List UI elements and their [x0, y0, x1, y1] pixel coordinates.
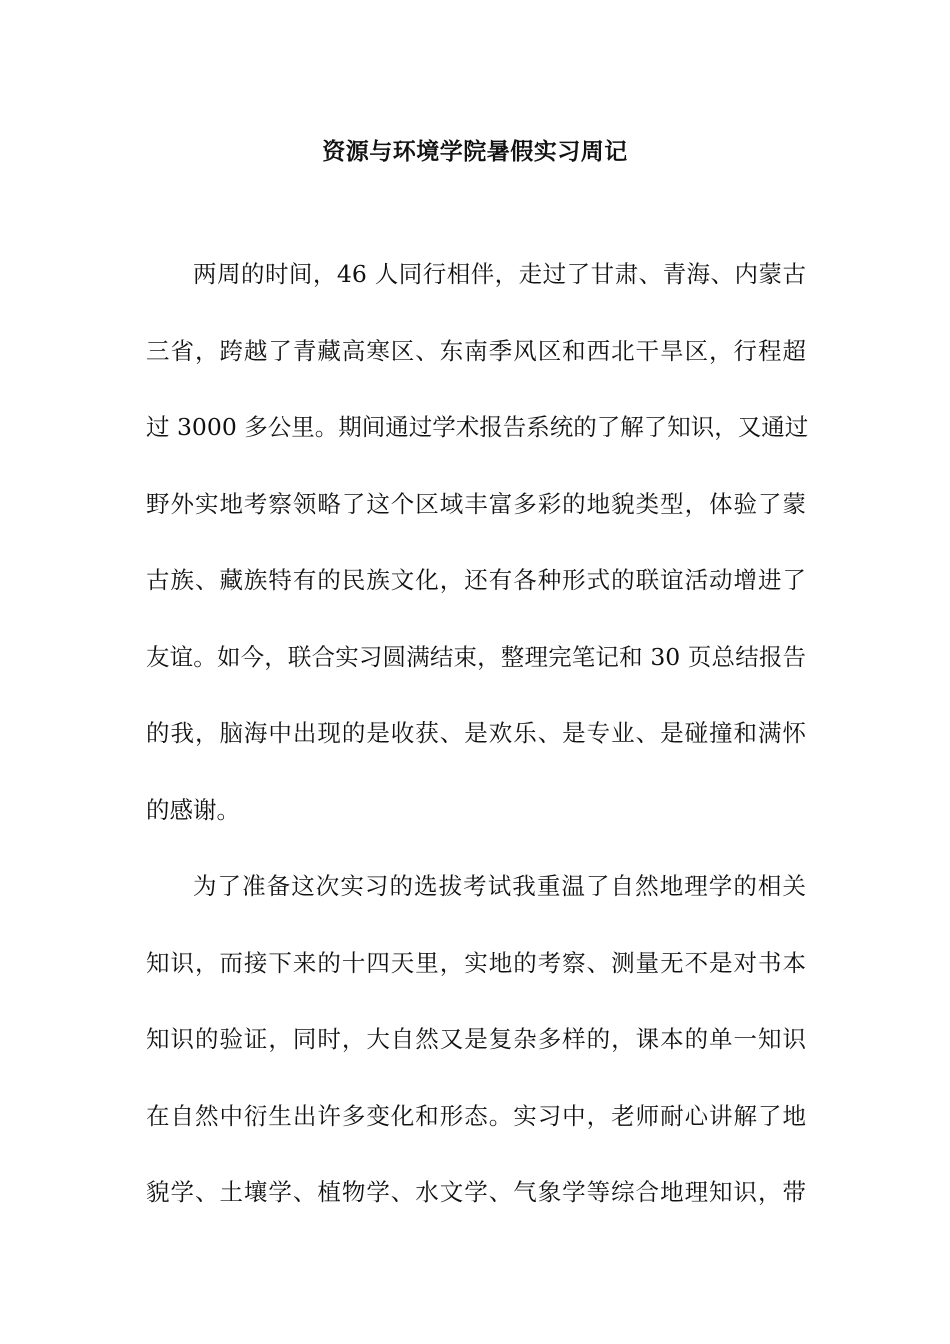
paragraph-line: 知识，而接下来的十四天里，实地的考察、测量无不是对书本	[146, 948, 806, 977]
paragraph-line: 两周的时间，46 人同行相伴，走过了甘肃、青海、内蒙古	[193, 260, 806, 288]
paragraph-2	[146, 848, 806, 1231]
paragraph-line: 的感谢。	[146, 795, 240, 824]
paragraph-line: 貌学、土壤学、植物学、水文学、气象学等综合地理知识，带	[146, 1178, 806, 1206]
paragraph-line: 在自然中衍生出许多变化和形态。实习中，老师耐心讲解了地	[146, 1101, 806, 1130]
paragraph-line: 三省，跨越了青藏高寒区、东南季风区和西北干旱区，行程超	[146, 336, 806, 365]
paragraph-line: 知识的验证，同时，大自然又是复杂多样的，课本的单一知识	[146, 1025, 806, 1053]
paragraph-line: 友谊。如今，联合实习圆满结束，整理完笔记和 30 页总结报告	[146, 642, 806, 671]
paragraph-line: 为了准备这次实习的选拔考试我重温了自然地理学的相关	[193, 872, 806, 900]
paragraph-line: 的我，脑海中出现的是收获、是欢乐、是专业、是碰撞和满怀	[146, 719, 806, 747]
paragraph-1	[146, 236, 809, 848]
paragraph-line: 过 3000 多公里。期间通过学术报告系统的了解了知识，又通过	[146, 413, 809, 441]
paragraph-line: 古族、藏族特有的民族文化，还有各种形式的联谊活动增进了	[146, 566, 806, 594]
document-title: 资源与环境学院暑假实习周记	[322, 138, 628, 165]
paragraph-line: 野外实地考察领略了这个区域丰富多彩的地貌类型，体验了蒙	[146, 489, 806, 518]
